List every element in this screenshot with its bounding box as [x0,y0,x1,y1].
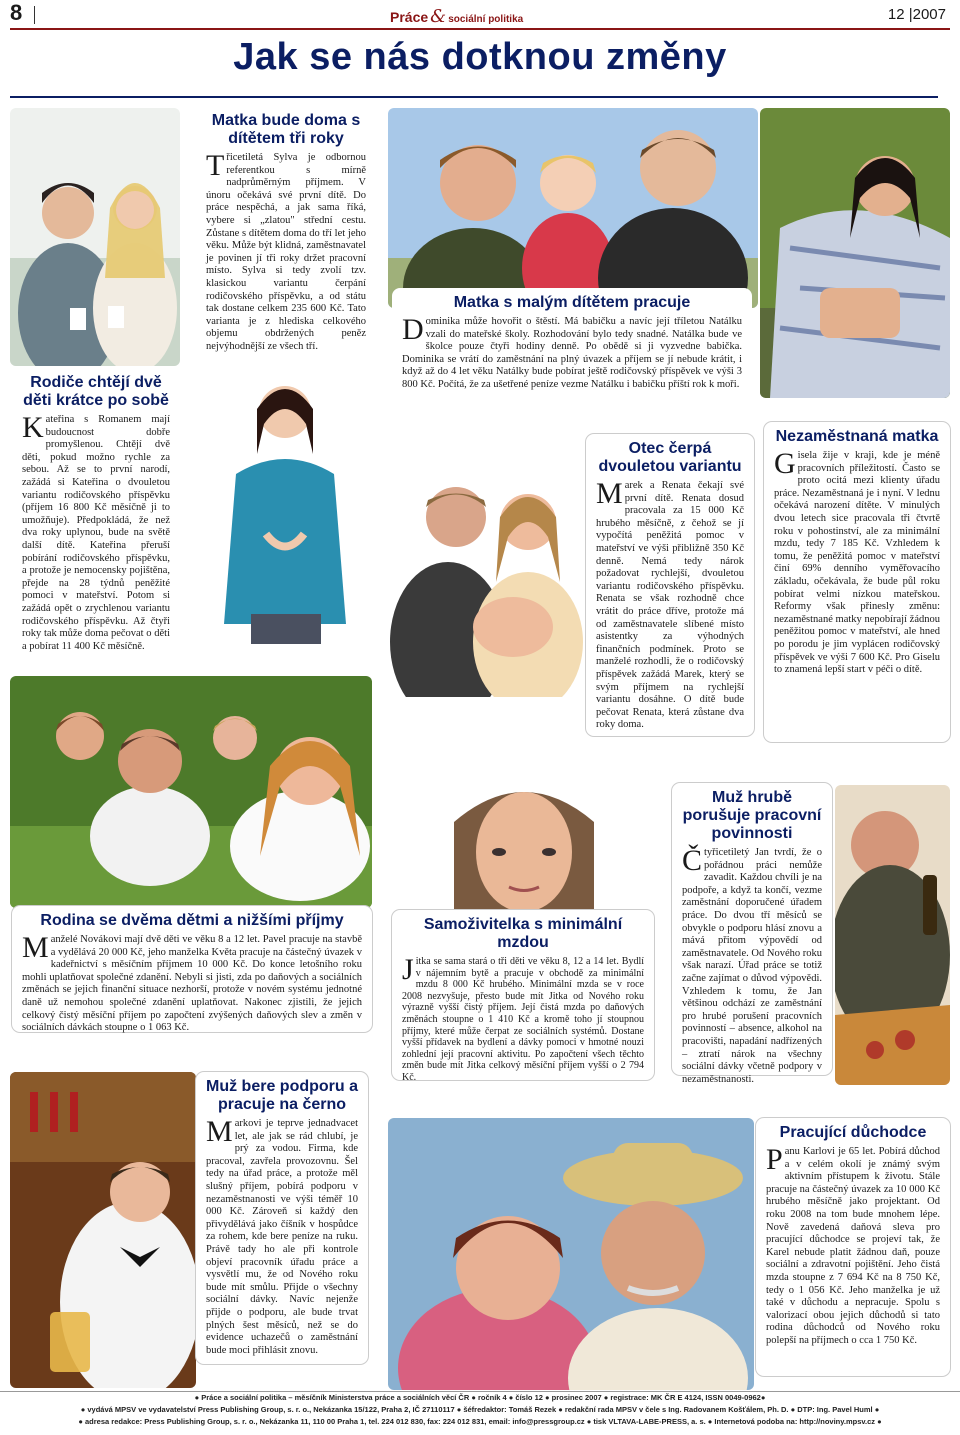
article-otec [586,434,754,736]
dropcap: T [206,149,225,182]
article-muz-bere-text: arkovi je teprve jednadvacet let, ale jak se rád chlubí, je prý za vodou. Firma, kde pracoval, zavřela provozovnu. Šel tedy na úřad práce, a protože měl slušný příjem, pobírá podporu v nezaměstnanosti ve výši téměř 10 000 Kč. Zároveň si každý den přivydělává jako číšník v hospůdce za rohem, kde bere peníze na ruku. Právě tady ho ale při kontrole objeví pracovník úřadu práce a vysvětlí mu, že od Nového roku bude mít smůlu. Přijde o všechny sociální dávky. Navíc nejenže přijde o podporu, ale bude trvat plných šest měsíců, než se do evidence uchazečů o zaměstnání bude moci přihlásit znovu. [206,1118,358,1356]
page-number: 8 [10,0,23,25]
dropcap: J [402,953,414,986]
masthead [390,6,523,27]
article-duchodce [756,1118,950,1376]
article-samozivitelka-body [402,953,644,1084]
photo-three-generations [388,108,758,308]
photo-pregnant-woman [196,364,374,644]
article-nezamestnana-text: isela žije v kraji, kde je méně pracovních příležitostí. Často se proto ocitá mezi klienty úřadu práce. Nezaměstnaná je i nyní. V lednu očekává narození dítěte. V minulých dvou letech sice pracovala tři čtvrtě roku v pohostinství, ale za minimální mzdu, tedy 7 185 Kč. Vzhledem k tomu, že peněžitá pomoc v mateřství činí 69% denního vyměřovacího základu, očekávala, že bude půl roku pobírat velmi nízkou mateřskou. Reformy však přinesly změnu: nezaměstnané matky nepobírají žádnou peněžitou pomoc v mateřství, ale hned po porodu je jim vyplácen rodičovský příspěvek ve výši 7 600 Kč. Pro Giselu to znamená lepší start v péči o dítě. [774,450,940,676]
article-rodice [12,368,180,652]
article-nezamestnana-body [774,447,940,677]
page-number-divider [34,6,35,24]
article-matka-male-title: Matka s malým dítětem pracuje [453,294,691,311]
dropcap: K [22,411,44,444]
footer [0,1391,960,1435]
article-matka-tri-text: řicetiletá Sylva je odbornou referentkou s mírně nadprůměrným příjmem. V únoru očekává své první dítě. Do práce nespěchá, a jak sama říká, vybere si „zlatou" střední cestu. Zůstane s dítětem doma do tří let jeho věku. Může být klidná, zaměstnavatel je povinen jí tři roky držet pracovní místo. Sylva si tedy zvolí tzv. klasickou variantu čerpání rodičovského příspěvku, a od státu tak dostane celkem 235 600 Kč. Tato varianta je z hlediska celkového objemu obdržených peněz nejvýhodnější ze všech tří. [206,152,366,352]
article-rodina-title: Rodina se dvěma dětmi a nižšími příjmy [40,912,344,929]
article-otec-title: Otec čerpá dvouletou variantu [598,440,742,475]
article-rodina-body [22,931,362,1035]
article-muz-bere-body [206,1115,358,1357]
article-rodina [12,906,372,1032]
dropcap: M [22,931,49,964]
issue-number: 12 |2007 [887,6,946,23]
article-muz-hrube-text: tyřicetiletý Jan tvrdí, že o pořádnou práci nemůže zavadit. Každou chvíli je na podpoře, a když ta končí, vezme zaměstnání doporučené úřadem práce. Do dvou tří měsíců se obvykle o podporu hlásí znovu a mává přitom výpovědí od zaměstnavatele. Od Nového roku však narazí. Úřad práce se totiž začne zajímat o důvod výpovědi. Vzhledem k tomu, že Jan většinou odchází ze zaměstnání pro hrubé porušení pracovních povinností – absence, alkohol na pracovišti, napadání nadřízených – ztratí nárok na všechny sociální dávky včetně podpory v nezaměstnanosti. [682,847,822,1085]
article-nezamestnana-title: Nezaměstnaná matka [775,428,939,445]
masthead-section: sociální politika [448,14,524,25]
article-duchodce-text: anu Karlovi je 65 let. Pobírá důchod a v celém okolí je známý svým aktivním přístupem k životu. Stále pracuje na částečný úvazek za 10 000 Kč hrubého měsíčně jako projektant. Od roku 2008 na tom bude mnohem lépe. Nově zavedená daňová sleva pro pracující důchodce se projeví tak, že Karel nebude platit žádnou daň, pouze sociální a zdravotní pojištění. Jeho čistá mzda stoupne z 7 694 Kč na 8 750 Kč, tedy o 1 056 Kč. Jeho manželka je už také v důchodu a nepracuje. Spolu s valorizací obou jejich důchodů si tato rodina důchodců od Nového roku polepší na příjmech o cca 1 750 Kč. [766,1146,940,1346]
footer-line-3: ● adresa redakce: Press Publishing Group, s. r. o., Nekázanka 11, 110 00 Praha 1, tel. 224 012 830, fax: 224 012 831, email: info@pressgroup.cz ● tisk VLTAVA-LABE-PRESS, a. s. ● Internetová podoba na: http://noviny.mpsv.cz ● [78,1417,882,1426]
page-headline: Jak se nás dotknou změny [233,36,727,78]
article-samozivitelka-text: itka se sama stará o tři děti ve věku 8, 12 a 14 let. Bydlí v nájemním bytě a pracuje v obchodě za minimální mzdu 8 000 Kč hrubého. Minimální mzda se v roce 2008 nezvyšuje, přesto bude mít Jitka od Nového roku výrazně vyšší čistý příjem. Její čistá mzda po daňových změnách stoupne o 1 410 Kč a kromě toho jí stoupnou příjmy, které může čerpat ze sociálních systémů. Dostane vyšší přídavek na bydlení a dávky pomoci v hmotné nouzi zohlední její pracovní aktivitu. Po započtení všech těchto změn bude mít Jitka celkový měsíční příjem vyšší o 2 794 Kč. [402,956,644,1083]
dropcap: M [596,477,623,510]
article-matka-male [392,288,752,396]
photo-single-mother [384,782,664,910]
dropcap: D [402,313,424,346]
photo-unemployed-mother [760,108,950,398]
article-muz-bere-title: Muž bere podporu a pracuje na černo [206,1078,358,1113]
photo-young-couple [10,108,180,366]
dropcap: M [206,1115,233,1148]
masthead-brand: Práce [390,9,429,25]
article-samozivitelka [392,910,654,1083]
dropcap: Č [682,844,703,877]
article-rodice-text: ateřina s Romanem mají budoucnost dobře promyšlenou. Chtějí dvě děti, pokud možno rychle za sebou. Až se to první narodí, zažádá si Kateřina o dvouletou variantu rodičovského příspěvku (příjem 16 800 Kč měsíčně ji to umožňuje). Předpokládá, že než dva roky uplynou, bude na světě další dítě. Kateřina přeruší pobírání rodičovského příspěvku, a protože je nemocensky pojištěna, přejde na 28 týdnů peněžité pomoci v mateřství. Potom si zažádá opět o zrychlenou variantu rodičovského příspěvku. Až čtyři roky tak může doma pečovat o děti a pobírat 11 400 Kč měsíčně. [22,414,170,652]
top-rule [10,28,950,30]
article-matka-male-body [402,313,742,392]
article-muz-bere [196,1072,368,1364]
article-matka-tri-title: Matka bude doma s dítětem tři roky [211,112,361,147]
article-muz-hrube [672,783,832,1085]
photo-family-four [10,676,372,908]
article-nezamestnana [764,422,950,742]
photo-waiter [10,1072,196,1388]
article-rodice-body [22,411,170,653]
dropcap: G [774,447,796,480]
article-matka-tri [196,108,376,363]
article-matka-male-text: ominika může hovořit o štěstí. Má babičku a navíc její tříletou Natálku vzali do mateřské školy. Rozhodování bylo tedy snadné. Natálka bude ve školce pouze čtyři hodiny denně. Po obědě si ji vyzvedne babička. Dominika se vrátí do zaměstnání na plný úvazek a příjem se jí nebude krátit, i když až do 4 let věku Natálky bude pobírat ještě rodičovský příspěvek ve výši 3 800 Kč. Počítá, že za ušetřené peníze vezme Natálku i babičku příští rok k moři. [402,316,742,390]
photo-expecting-couple [388,452,598,697]
article-duchodce-title: Pracující důchodce [779,1124,927,1141]
article-otec-body [596,477,744,732]
article-rodina-text: anželé Novákovi mají dvě děti ve věku 8 a 12 let. Pavel pracuje na stavbě a vydělává 20 000 Kč, jeho manželka Květa pracuje na částečný úvazek v kadeřnictví s měsíčním příjmem 10 000 Kč. Do konce letošního roku mohli uplatňovat společné zdanění. Nebyli si jisti, zda po daňových a sociálních změnách se jejich finanční situace nezhorší, protože v novém systému jednotné daně už nemohou společné zdanění uplatňovat. Nakonec zjistili, že jejich celkový čistý měsíční příjem po započtení zvýšených daňových slev a změn v sociálních dávkách stoupne o 1 063 Kč. [22,934,362,1034]
photo-retired-couple [388,1118,754,1390]
article-muz-hrube-body [682,844,822,1086]
article-samozivitelka-title: Samoživitelka s minimální mzdou [423,916,623,951]
article-otec-text: arek a Renata čekají své první dítě. Renata dosud pracovala za 15 000 Kč hrubého měsíčně, z čehož se jí vypočítá peněžitá pomoc v mateřství ve výši přibližně 350 Kč denně. Nemá tedy nárok požadovat rychlejší, dvouletou variantu rodičovského příspěvku. Renata se však rozhodně chce vrátit do práce dříve, protože má od zaměstnavatele slíbené místo asistentky za výhodných finančních podmínek. Proto se manželé rozhodli, že o rodičovský příspěvek zažádá Marek, který se svým příjmem na rychlejší variantu dosáhne. O dítě bude pečovat Renata, která zůstane dva roky doma. [596,480,744,731]
article-duchodce-body [766,1143,940,1348]
article-muz-hrube-title: Muž hrubě porušuje pracovní povinnosti [682,789,822,842]
article-matka-tri-body [206,149,366,354]
footer-line-1: ● Práce a sociální politika – měsíčník Ministerstva práce a sociálních věcí ČR ● ročník 4 ● číslo 12 ● prosinec 2007 ● registrace: MK ČR E 4124, ISSN 0049-0962● [194,1393,766,1402]
photo-man-beer [835,785,950,1085]
article-rodice-title: Rodiče chtějí dvě děti krátce po sobě [23,374,169,409]
dropcap: P [766,1143,783,1176]
headline-rule [10,96,938,98]
footer-line-2: ● vydává MPSV ve vydavatelství Press Publishing Group, s. r. o., Nekázanka 15/122, Praha 2, IČ 27110117 ● šéfredaktor: Tomáš Rezek ● redakční rada MPSV v čele s Ing. Radovanem Košťálem, Ph. D. ● DTP: Ing. Pavel Huml ● [80,1405,880,1414]
masthead-ampersand: & [430,6,447,27]
